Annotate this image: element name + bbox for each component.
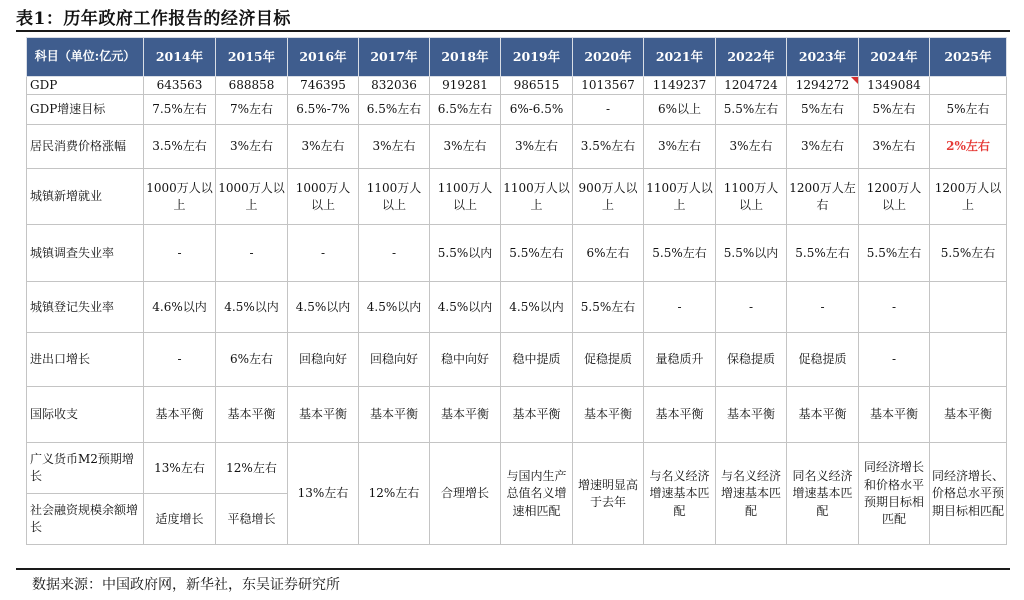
table-cell: 4.6%以内 [144,282,216,333]
table-cell: 1200万人左右 [787,169,859,225]
table-cell: 基本平衡 [573,387,644,443]
table-cell: 7.5%左右 [144,95,216,125]
row-label: 居民消费价格涨幅 [27,125,144,169]
table-cell [930,282,1007,333]
table-row-registered-unemployment [27,282,1007,333]
table-cell: 7%左右 [216,95,288,125]
table-row-gdp-growth [27,95,1007,125]
table-cell: 3%左右 [787,125,859,169]
table-cell: 5%左右 [859,95,930,125]
table-cell: 基本平衡 [430,387,501,443]
row-label: GDP [27,77,144,95]
table-cell: 3%左右 [359,125,430,169]
header-year: 2014年 [144,38,216,77]
table-cell: - [216,225,288,282]
merged-cell: 同经济增长、价格总水平预期目标相匹配 [930,443,1007,545]
table-row-jobs [27,169,1007,225]
table-cell [787,77,859,95]
header-row [27,38,1007,77]
table-cell: 1000万人以上 [288,169,359,225]
table-cell: 基本平衡 [644,387,716,443]
table-cell: 促稳提质 [573,333,644,387]
table-cell: 回稳向好 [359,333,430,387]
table-cell: 基本平衡 [501,387,573,443]
table-cell: 基本平衡 [716,387,787,443]
table-cell: 4.5%以内 [216,282,288,333]
table-cell: 基本平衡 [859,387,930,443]
table-cell: - [573,95,644,125]
table-cell: 1100万人以上 [716,169,787,225]
table-cell: 回稳向好 [288,333,359,387]
header-year: 2021年 [644,38,716,77]
bottom-rule [16,568,1010,570]
table-cell: - [859,282,930,333]
table-cell: 平稳增长 [216,494,288,545]
table-cell: 4.5%以内 [501,282,573,333]
header-subject: 科目（单位:亿元） [27,38,144,77]
row-label: 城镇调查失业率 [27,225,144,282]
header-year: 2022年 [716,38,787,77]
table-row-balance-of-payments [27,387,1007,443]
table-cell: 3%左右 [216,125,288,169]
merged-cell: 与名义经济增速基本匹配 [716,443,787,545]
table-cell: 5.5%左右 [644,225,716,282]
table-title: 表1：历年政府工作报告的经济目标 [16,9,291,29]
table-cell: 3.5%左右 [144,125,216,169]
table-cell: 5.5%左右 [716,95,787,125]
table-cell: 1200万人以上 [930,169,1007,225]
table-cell: 900万人以上 [573,169,644,225]
table-cell: 5.5%以内 [716,225,787,282]
table-cell: 986515 [501,77,573,95]
table-cell: 6.5%左右 [359,95,430,125]
table-cell: 1349084 [859,77,930,95]
table-cell: 1013567 [573,77,644,95]
row-label: 国际收支 [27,387,144,443]
table-cell: - [644,282,716,333]
table-cell: 4.5%以内 [288,282,359,333]
header-year: 2024年 [859,38,930,77]
row-label: 社会融资规模余额增长 [27,494,144,545]
table-row-survey-unemployment [27,225,1007,282]
row-label: 广义货币M2预期增长 [27,443,144,494]
merged-cell: 同名义经济增速基本匹配 [787,443,859,545]
table-cell: 1000万人以上 [216,169,288,225]
merged-cell: 13%左右 [288,443,359,545]
source-note: 数据来源：中国政府网，新华社，东吴证券研究所 [32,577,340,593]
table-cell: 基本平衡 [359,387,430,443]
table-cell [930,333,1007,387]
table-cell: 基本平衡 [288,387,359,443]
table-cell: 12%左右 [216,443,288,494]
merged-cell: 与名义经济增速基本匹配 [644,443,716,545]
table-cell [930,77,1007,95]
table-cell: 保稳提质 [716,333,787,387]
table-cell: 1100万人以上 [359,169,430,225]
table-cell: - [144,225,216,282]
table-cell: 643563 [144,77,216,95]
highlighted-cell: 2%左右 [930,125,1007,169]
table-row-gdp [27,77,1007,95]
table-cell: 746395 [288,77,359,95]
table-cell: - [359,225,430,282]
table-cell: 1000万人以上 [144,169,216,225]
table-cell: 5.5%左右 [501,225,573,282]
header-year: 2020年 [573,38,644,77]
table-cell: 1100万人以上 [430,169,501,225]
table-cell: 688858 [216,77,288,95]
header-year: 2018年 [430,38,501,77]
table-cell: 3%左右 [288,125,359,169]
table-cell: 4.5%以内 [430,282,501,333]
table-cell: - [859,333,930,387]
table-cell: 基本平衡 [787,387,859,443]
table-cell: 5%左右 [787,95,859,125]
table-cell: 基本平衡 [144,387,216,443]
header-year: 2015年 [216,38,288,77]
table-cell: 1149237 [644,77,716,95]
table-cell: - [787,282,859,333]
header-year: 2016年 [288,38,359,77]
table-cell: 量稳质升 [644,333,716,387]
header-year: 2023年 [787,38,859,77]
table-cell: 6.5%左右 [430,95,501,125]
table-cell: 1100万人以上 [644,169,716,225]
row-label: 进出口增长 [27,333,144,387]
table-cell: 6%-6.5% [501,95,573,125]
table-cell: - [144,333,216,387]
table-cell: 3%左右 [430,125,501,169]
table-cell: 5.5%左右 [930,225,1007,282]
table-cell: 1204724 [716,77,787,95]
table-row-cpi [27,125,1007,169]
cell-value: 1294272 [795,78,850,92]
table-cell: 6%以上 [644,95,716,125]
table-cell: 稳中向好 [430,333,501,387]
table-cell: 3%左右 [859,125,930,169]
table-cell: 5.5%左右 [787,225,859,282]
table-cell: 6%左右 [216,333,288,387]
table-cell: - [288,225,359,282]
row-label: GDP增速目标 [27,95,144,125]
table-cell: 适度增长 [144,494,216,545]
table-cell: 促稳提质 [787,333,859,387]
row-label: 城镇登记失业率 [27,282,144,333]
table-cell: 3%左右 [501,125,573,169]
table-row-trade [27,333,1007,387]
header-year: 2017年 [359,38,430,77]
table-cell: 5.5%左右 [573,282,644,333]
table-cell: 基本平衡 [216,387,288,443]
table-cell: 6.5%-7% [288,95,359,125]
table-cell: 3.5%左右 [573,125,644,169]
table-cell: 13%左右 [144,443,216,494]
table-cell: 5.5%以内 [430,225,501,282]
table-cell: 4.5%以内 [359,282,430,333]
merged-cell: 增速明显高于去年 [573,443,644,545]
merged-cell: 与国内生产总值名义增速相匹配 [501,443,573,545]
economic-targets-table [26,37,1007,545]
table-cell: 832036 [359,77,430,95]
table-cell: - [716,282,787,333]
merged-cell: 同经济增长和价格水平预期目标相匹配 [859,443,930,545]
table-cell: 1200万人以上 [859,169,930,225]
header-year: 2025年 [930,38,1007,77]
merged-cell: 12%左右 [359,443,430,545]
comment-marker [851,77,858,84]
table-cell: 6%左右 [573,225,644,282]
table-cell: 5.5%左右 [859,225,930,282]
table-cell: 3%左右 [716,125,787,169]
row-label: 城镇新增就业 [27,169,144,225]
table-cell: 基本平衡 [930,387,1007,443]
header-year: 2019年 [501,38,573,77]
table-cell: 稳中提质 [501,333,573,387]
table-row-m2 [27,443,1007,494]
merged-cell: 合理增长 [430,443,501,545]
table-cell: 919281 [430,77,501,95]
table-cell: 5%左右 [930,95,1007,125]
top-rule [16,30,1010,32]
table-cell: 3%左右 [644,125,716,169]
table-cell: 1100万人以上 [501,169,573,225]
